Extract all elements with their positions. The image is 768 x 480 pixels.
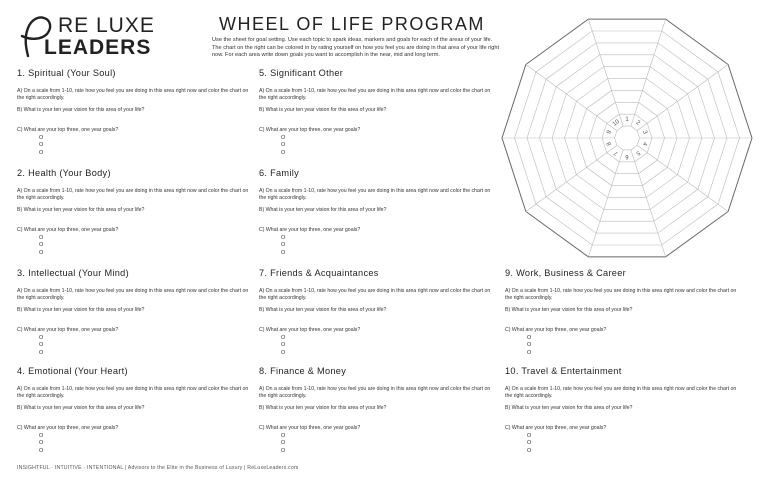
rating-question: A) On a scale from 1-10, rate how you feel you are doing in this area right now and color the chart on the right accordingly. [259,288,491,301]
wheel-segment-label: 5 [634,149,641,157]
rating-question: A) On a scale from 1-10, rate how you feel you are doing in this area right now and color the chart on the right accordingly. [17,288,249,301]
goal-bullet[interactable]: O [39,249,44,256]
goals-list [39,335,43,357]
goal-bullet[interactable]: O [527,447,532,454]
wheel-spoke [634,65,728,131]
wheel-segment-label: 8 [606,141,614,147]
goal-bullet[interactable]: O [281,142,286,149]
goals-question: C) What are your top three, one year goals? [17,127,119,133]
vision-question: B) What is your ten year vision for this area of your life? [17,207,145,213]
goal-bullet[interactable]: O [281,149,286,156]
goal-bullet[interactable]: O [39,235,44,241]
vision-question: B) What is your ten year vision for this area of your life? [17,307,145,313]
goal-bullet[interactable]: O [281,433,286,439]
section-finance [259,366,497,454]
goal-bullet[interactable]: O [39,433,44,439]
wheel-spoke [637,145,728,211]
section-family [259,168,497,256]
vision-question: B) What is your ten year vision for this area of your life? [17,405,145,411]
section-title: 5. Significant Other [259,68,344,78]
section-title: 3. Intellectual (Your Mind) [17,268,129,278]
section-title: 7. Friends & Acquaintances [259,268,379,278]
goal-bullet[interactable]: O [39,242,44,249]
goal-bullet[interactable]: O [281,249,286,256]
section-title: 9. Work, Business & Career [505,268,626,278]
section-travel [505,366,743,454]
section-title: 1. Spiritual (Your Soul) [17,68,116,78]
section-health [17,168,255,256]
goal-bullet[interactable]: O [527,440,532,447]
vision-question: B) What is your ten year vision for this area of your life? [259,405,387,411]
intro-text: Use the sheet for goal setting. Use each topic to spark ideas, markers and goals for each of the areas of your life. The chart on the right can be colored in by rating yourself on how you feel you are doing in that area of your life right now. For each area write down goals you want to accomplish in the near, mid and long term. [212,37,500,59]
wheel-segment-label: 4 [640,141,648,147]
rating-question: A) On a scale from 1-10, rate how you feel you are doing in this area right now and color the chart on the right accordingly. [259,88,491,101]
section-spiritual [17,68,255,156]
goal-bullet[interactable]: O [39,349,44,356]
rating-question: A) On a scale from 1-10, rate how you feel you are doing in this area right now and color the chart on the right accordingly. [17,188,249,201]
rating-question: A) On a scale from 1-10, rate how you feel you are doing in this area right now and color the chart on the right accordingly. [17,386,249,399]
goal-bullet[interactable]: O [527,433,532,439]
section-title: 8. Finance & Money [259,366,347,376]
wheel-spoke [526,65,617,131]
wheel-segment-label: 10 [611,118,621,128]
goals-list [281,235,285,257]
section-title: 6. Family [259,168,299,178]
section-title: 2. Health (Your Body) [17,168,111,178]
goal-bullet[interactable]: O [39,447,44,454]
section-title: 10. Travel & Entertainment [505,366,622,376]
goal-bullet[interactable]: O [281,349,286,356]
section-work [505,268,743,356]
rating-question: A) On a scale from 1-10, rate how you feel you are doing in this area right now and color the chart on the right accordingly. [17,88,249,101]
goals-list [281,433,285,455]
rating-question: A) On a scale from 1-10, rate how you feel you are doing in this area right now and color the chart on the right accordingly. [259,188,491,201]
rating-question: A) On a scale from 1-10, rate how you feel you are doing in this area right now and color the chart on the right accordingly. [505,288,737,301]
rating-question: A) On a scale from 1-10, rate how you feel you are doing in this area right now and color the chart on the right accordingly. [259,386,491,399]
goal-bullet[interactable]: O [281,135,286,141]
goals-list [39,433,43,455]
wheel-of-life-chart[interactable] [501,11,753,265]
wheel-segment-label: 7 [613,149,620,157]
goal-bullet[interactable]: O [527,349,532,356]
goal-bullet[interactable]: O [281,447,286,454]
goals-list [527,433,531,455]
vision-question: B) What is your ten year vision for this area of your life? [259,207,387,213]
goal-bullet[interactable]: O [281,242,286,249]
wheel-segment-label: 9 [606,129,614,135]
goals-list [39,235,43,257]
goal-bullet[interactable]: O [39,335,44,341]
vision-question: B) What is your ten year vision for this area of your life? [259,307,387,313]
goals-question: C) What are your top three, one year goals? [17,327,119,333]
vision-question: B) What is your ten year vision for this area of your life? [17,107,145,113]
section-title: 4. Emotional (Your Heart) [17,366,128,376]
wheel-segment-label: 3 [640,129,648,135]
goals-list [39,135,43,157]
goals-question: C) What are your top three, one year goals? [259,127,361,133]
goal-bullet[interactable]: O [39,342,44,349]
goal-bullet[interactable]: O [281,235,286,241]
goals-question: C) What are your top three, one year goals? [17,227,119,233]
wheel-spoke [588,150,623,257]
goal-bullet[interactable]: O [39,135,44,141]
goal-bullet[interactable]: O [527,342,532,349]
logo [14,12,155,62]
goal-bullet[interactable]: O [281,342,286,349]
goals-question: C) What are your top three, one year goals? [17,425,119,431]
goals-list [527,335,531,357]
goals-list [281,135,285,157]
wheel-spoke [631,19,666,126]
goals-question: C) What are your top three, one year goals? [259,227,361,233]
goals-question: C) What are your top three, one year goals? [259,425,361,431]
goals-list [281,335,285,357]
wheel-segment-label: 2 [634,119,641,127]
goal-bullet[interactable]: O [39,149,44,156]
section-emotional [17,366,255,454]
section-significant-other [259,68,497,156]
wheel-ring [615,126,640,150]
goal-bullet[interactable]: O [527,335,532,341]
wheel-spoke [526,145,617,211]
goals-question: C) What are your top three, one year goals? [259,327,361,333]
goals-question: C) What are your top three, one year goals? [505,425,607,431]
vision-question: B) What is your ten year vision for this area of your life? [505,307,633,313]
logo-text-bottom: LEADERS [44,36,152,59]
goals-question: C) What are your top three, one year goals? [505,327,607,333]
wheel-spoke [631,150,666,257]
rating-question: A) On a scale from 1-10, rate how you feel you are doing in this area right now and color the chart on the right accordingly. [505,386,737,399]
goal-bullet[interactable]: O [39,440,44,447]
goal-bullet[interactable]: O [281,440,286,447]
wheel-spoke [588,19,623,126]
wheel-segment-label: 6 [625,153,629,160]
page-title: WHEEL OF LIFE PROGRAM [219,14,485,34]
goal-bullet[interactable]: O [281,335,286,341]
goal-bullet[interactable]: O [39,142,44,149]
footer-text: INSIGHTFUL · INTUITIVE · INTENTIONAL | Advisors to the Elite in the Business of Luxury | ReLuxeLeaders.com [17,465,299,471]
vision-question: B) What is your ten year vision for this area of your life? [505,405,633,411]
vision-question: B) What is your ten year vision for this area of your life? [259,107,387,113]
section-friends [259,268,497,356]
logo-text-top: RE LUXE [58,14,155,37]
section-intellectual [17,268,255,356]
wheel-segment-label: 1 [625,116,629,123]
